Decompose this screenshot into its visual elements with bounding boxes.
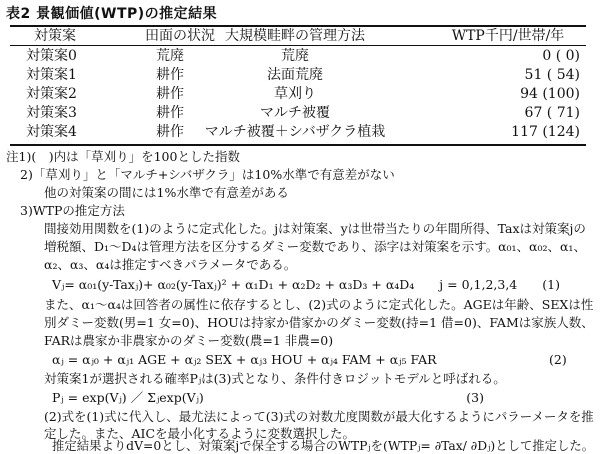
row-wtp: 117 (124)	[511, 124, 580, 140]
row-field: 耕作	[156, 67, 184, 83]
row-field: 耕作	[156, 86, 184, 102]
row-method: 荒廃	[281, 48, 309, 64]
row-wtp: 0 ( 0)	[542, 48, 580, 64]
note-line: 対策案1が選択される確率Pⱼは(3)式となり、条件付きロジットモデルと呼ばれる。	[44, 371, 506, 386]
equation-2: αⱼ = αⱼ₀ + αⱼ₁ AGE + αⱼ₂ SEX + αⱼ₃ HOU + αⱼ₄ FAM + αⱼ₅ FAR (2)	[52, 352, 567, 367]
row-field: 耕作	[156, 124, 184, 140]
row-method: マルチ被覆＋シバザクラ植栽	[204, 124, 386, 140]
equation-3: Pⱼ = exp(Vⱼ) ／ Σⱼexp(Vⱼ) (3)	[52, 390, 484, 405]
note-line: 推定結果よりdV=0とし、対策案jで保全する場合のWTPⱼを(WTPⱼ= ∂Tax/ ∂Dⱼ)として推定した。	[52, 438, 595, 453]
row-method: 草刈り	[274, 86, 316, 102]
row-wtp: 94 (100)	[520, 86, 580, 102]
note-line: FARは農家か非農家かのダミー変数(農=1 非農=0)	[44, 333, 334, 348]
note-line: また、α₁～α₄は回答者の属性に依存するとし、(2)式のように定式化した。AGEは年齢、SEXは性	[44, 297, 594, 312]
header-wtp: WTP千円/世帯/年	[451, 28, 565, 44]
note-line: 定した。また、AICを最小化するように変数選択した。	[44, 426, 356, 441]
note-line: 増税額、D₁～D₄は管理方法を区分するダミー変数であり、添字は対策案を示す。α₀₁、α₀₂、α₁、	[44, 239, 586, 254]
note-line: 間接効用関数を(1)のように定式化した。jは対策案、yは世帯当たりの年間所得、Taxは対策案jの	[44, 221, 586, 236]
note-line: 別ダミー変数(男=1 女=0)、HOUは持家か借家かのダミー変数(持=1 借=0)、FAMは家族人数、	[44, 315, 594, 330]
table-header-rule	[10, 45, 586, 46]
header-method: 大規模畦畔の管理方法	[225, 28, 365, 44]
row-case: 対策案4	[26, 124, 77, 140]
row-case: 対策案3	[26, 105, 77, 121]
table-title: 表2 景観価値(WTP)の推定結果	[6, 6, 218, 22]
table-bottom-rule	[10, 144, 586, 146]
note-line: 2)「草刈り」と「マルチ+シバザクラ」は10%水準で有意差がない	[20, 167, 395, 182]
row-case: 対策案0	[26, 48, 77, 64]
note-line: 3)WTPの推定方法	[20, 203, 125, 218]
row-method: 法面荒廃	[267, 67, 323, 83]
row-case: 対策案1	[26, 67, 77, 83]
row-field: 荒廃	[156, 48, 184, 64]
note-line: 他の対策案の間には1%水準で有意差がある	[44, 185, 289, 200]
equation-1: Vⱼ= α₀₁(y-Taxⱼ)+ α₀₂(y-Taxⱼ)² + α₁D₁ + α₂D₂ + α₃D₃ + α₄D₄ j = 0,1,2,3,4 (1)	[52, 277, 560, 292]
note-line: (2)式を(1)式に代入し、最尤法によって(3)式の対数尤度関数が最大化するようにパラーメータを推	[44, 409, 594, 424]
row-wtp: 51 ( 54)	[524, 67, 580, 83]
row-field: 耕作	[156, 105, 184, 121]
row-case: 対策案2	[26, 86, 77, 102]
row-wtp: 67 ( 71)	[524, 105, 580, 121]
header-field: 田面の状況	[145, 28, 215, 44]
row-method: マルチ被覆	[260, 105, 330, 121]
note-line: α₂、α₃、α₄は推定すべきパラメータである。	[44, 257, 297, 272]
header-case: 対策案	[34, 28, 76, 44]
note-line: 注1)( )内は「草刈り」を100とした指数	[6, 149, 240, 164]
